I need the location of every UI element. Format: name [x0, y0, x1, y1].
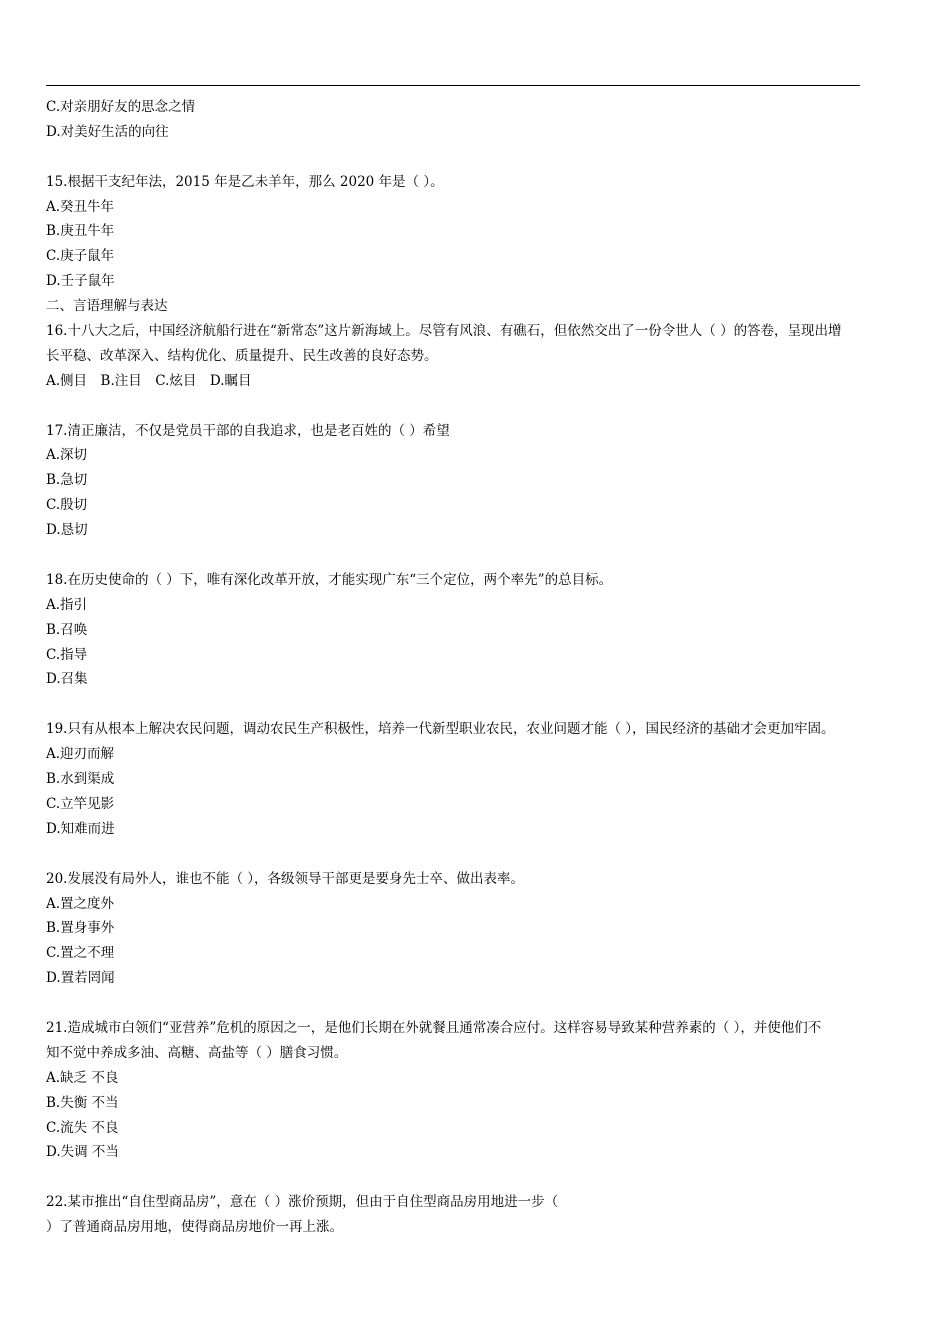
- q17-stem: 17.清正廉洁，不仅是党员干部的自我追求，也是老百姓的（ ）希望: [46, 422, 450, 439]
- q21-option-a: A.缺乏 不良: [46, 1069, 119, 1086]
- q19-option-c: C.立竿见影: [46, 795, 115, 812]
- q19-option-b: B.水到渠成: [46, 771, 115, 788]
- q21-option-c: C.流失 不良: [46, 1119, 119, 1136]
- spacer: [46, 1165, 864, 1190]
- q16-options: A.侧目 B.注目 C.炫目 D.瞩目: [46, 372, 252, 389]
- q18-option-c: C.指导: [46, 646, 88, 663]
- q15-option-d: D.壬子鼠年: [46, 273, 115, 290]
- q15-option-c: C.庚子鼠年: [46, 248, 115, 265]
- spacer: [46, 543, 864, 568]
- q15-stem: 15.根据干支纪年法，2015 年是乙未羊年，那么 2020 年是（ ）。: [46, 173, 444, 190]
- q15-option-a: A.癸丑牛年: [46, 198, 115, 215]
- q15-option-b: B.庚丑牛年: [46, 223, 115, 240]
- spacer: [46, 692, 864, 717]
- q18-option-a: A.指引: [46, 596, 88, 613]
- q20-option-a: A.置之度外: [46, 895, 115, 912]
- q17-option-d: D.恳切: [46, 522, 88, 539]
- q17-option-c: C.殷切: [46, 497, 88, 514]
- spacer: [46, 145, 864, 170]
- q18-stem: 18.在历史使命的（ ）下，唯有深化改革开放，才能实现广东“三个定位，两个率先”的总目标。: [46, 571, 613, 588]
- q21-stem-line2: 知不觉中养成多油、高糖、高盐等（ ）膳食习惯。: [46, 1044, 348, 1061]
- q21-option-b: B.失衡 不当: [46, 1094, 119, 1111]
- q18-option-b: B.召唤: [46, 621, 88, 638]
- prev-option-c: C.对亲朋好友的思念之情: [46, 99, 196, 115]
- q16-stem-line1: 16.十八大之后，中国经济航船行进在“新常态”这片新海域上。尽管有风浪、有礁石，但依然交出了一份令世人（ ）的答卷，呈现出增: [46, 323, 842, 340]
- q22-stem-line1: 22.某市推出“自住型商品房”，意在（ ）涨价预期，但由于自住型商品房用地进一步（: [46, 1194, 559, 1211]
- q20-option-d: D.置若罔闻: [46, 970, 115, 987]
- q19-stem: 19.只有从根本上解决农民问题，调动农民生产积极性，培养一代新型职业农民，农业问题才能（ ），国民经济的基础才会更加牢固。: [46, 721, 835, 738]
- q20-option-c: C.置之不理: [46, 945, 115, 962]
- q18-option-d: D.召集: [46, 671, 88, 688]
- document-body: [46, 95, 864, 1240]
- header-rule: [46, 85, 860, 86]
- q21-stem-line1: 21.造成城市白领们“亚营养”危机的原因之一，是他们长期在外就餐且通常凑合应付。这样容易导致某种营养素的（ ），并使他们不: [46, 1019, 822, 1036]
- spacer: [46, 394, 864, 419]
- q16-stem-line2: 长平稳、改革深入、结构优化、质量提升、民生改善的良好态势。: [46, 347, 438, 364]
- q22-stem-line2: ）了普通商品房用地，使得商品房地价一再上涨。: [46, 1219, 343, 1236]
- q19-option-a: A.迎刃而解: [46, 746, 115, 763]
- spacer: [46, 991, 864, 1016]
- section-title: 二、言语理解与表达: [46, 298, 168, 315]
- q19-option-d: D.知难而进: [46, 820, 115, 837]
- q20-option-b: B.置身事外: [46, 920, 115, 937]
- q17-option-b: B.急切: [46, 472, 88, 489]
- q21-option-d: D.失调 不当: [46, 1144, 119, 1161]
- q17-option-a: A.深切: [46, 447, 88, 464]
- prev-option-d: D.对美好生活的向往: [46, 123, 169, 140]
- spacer: [46, 842, 864, 867]
- q20-stem: 20.发展没有局外人，谁也不能（ ），各级领导干部更是要身先士卒、做出表率。: [46, 870, 525, 887]
